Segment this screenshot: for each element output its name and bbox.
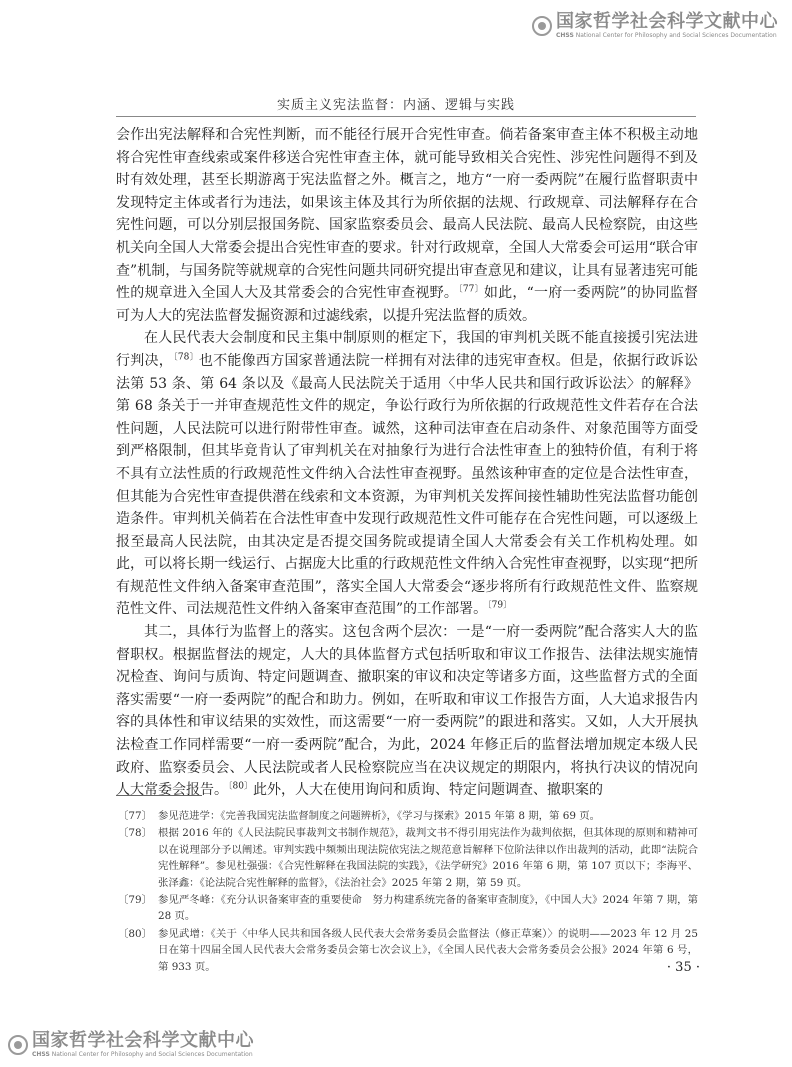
footnote-reference[interactable]: 〔78〕: [173, 352, 199, 363]
page-number: · 35 ·: [666, 960, 700, 975]
paragraph-text: 会作出宪法解释和合宪性判断，而不能径行展开合宪性审查。倘若备案审查主体不积极主动地将合宪性审查线索或案件移送合宪性审查主体，就可能导致相关合宪性、涉宪性问题得不到及时有效处理，甚至长期游离于宪法监督之外。概言之，地方“一府一委两院”在履行监督职责中发现特定主体或者行为违法，如果该主体及其行为所依据的法规、行政规章、司法解释存在合宪性问题，可以分别层报国务院、国家监察委员会、最高人民法院、最高人民检察院，由这些机关向全国人大常委会提出合宪性审查的要求。针对行政规章，全国人大常委会可运用“联合审查”机制，与国务院等就规章的合宪性问题共同研究提出审查意见和建议，让具有显著违宪可能性的规章进入全国人大及其常委会的合宪性审查视野。: [116, 127, 698, 302]
footnote-text: 参见严冬峰：《充分认识备案审查的重要使命 努力构建系统完备的备案审查制度》，《中国人大》2024 年第 7 期，第 28 页。: [158, 894, 698, 923]
footnote: [116, 926, 698, 975]
body-text: [116, 124, 698, 802]
paragraph: [116, 327, 698, 621]
footnote: [116, 892, 698, 925]
header-rule: [116, 116, 696, 117]
footnote: [116, 825, 698, 891]
watermark-subtitle: [32, 1051, 254, 1058]
footnote-number: 〔80〕: [118, 927, 153, 940]
paragraph-text: 其二，具体行为监督上的落实。这包含两个层次：一是“一府一委两院”配合落实人大的监督职权。根据监督法的规定，人大的具体监督方式包括听取和审议工作报告、法律法规实施情况检查、询问与质询、特定问题调查、撤职案的审议和决定等诸多方面，这些监督方式的全面落实需要“一府一委两院”的配合和助力。例如，在听取和审议工作报告方面，人大追求报告内容的具体性和审议结果的实效性，而这需要“一府一委两院”的跟进和落实。又如，人大开展执法检查工作同样需要“一府一委两院”配合，为此，2024 年修正后的监督法增加规定本级人民政府、监察委员会、人民法院或者人民检察院应当在决议规定的期限内，将执行决议的情况向人大常委会报告。: [116, 624, 698, 799]
paragraph-text: 也不能像西方国家普通法院一样拥有对法律的违宪审查权。但是，依据行政诉讼法第 53 条、第 64 条以及《最高人民法院关于适用〈中华人民共和国行政诉讼法〉的解释》第 68 条关于一并审查规范性文件的规定，争讼行政行为所依据的行政规范性文件若存在合法性问题，人民法院可以进行附带性审查。诚然，这种司法审查在启动条件、对象范围等方面受到严格限制，但其毕竟肯认了审判机关在对抽象行为进行合法性审查上的独特价值，有利于将不具有立法性质的行政规范性文件纳入合法性审查视野。虽然该种审查的定位是合法性审查，但其能为合宪性审查提供潜在线索和文本资源，为审判机关发挥间接性辅助性宪法监督功能创造条件。审判机关倘若在合法性审查中发现行政规范性文件可能存在合宪性问题，可以逐级上报至最高人民法院，由其决定是否提交国务院或提请全国人大常委会有关工作机构处理。如此，可以将长期一线运行、占据庞大比重的行政规范性文件纳入合宪性审查视野，以实现“把所有规范性文件纳入备案审查范围”，落实全国人大常委会“逐步将所有行政规范性文件、监察规范性文件、司法规范性文件纳入备案审查范围”的工作部署。: [116, 352, 699, 618]
footnote-text: 参见范进学：《完善我国宪法监督制度之问题辨析》，《学习与探索》2015 年第 8 期，第 69 页。: [158, 810, 601, 822]
footnote-reference[interactable]: 〔79〕: [487, 600, 513, 611]
paragraph: [116, 124, 698, 327]
footnote-text: 根据 2016 年的《人民法院民事裁判文书制作规范》，裁判文书不得引用宪法作为裁判依据，但其体现的原则和精神可以在说理部分予以阐述。审判实践中频频出现法院依宪法之规范意旨解释下位阶法律以作出裁判的活动，此即“法院合宪性解释”。参见杜强强：《合宪性解释在我国法院的实践》，《法学研究》2016 年第 6 期，第 107 页以下；李海平、张泽鑫：《论法院合宪性解释的监督》，《法治社会》2025 年第 2 期，第 59 页。: [158, 827, 698, 889]
watermark-title: 国家哲学社会科学文献中心: [32, 1030, 254, 1051]
footnote-text: 参见武增：《关于〈中华人民共和国各级人民代表大会常务委员会监督法（修正草案）〉的说明——2023 年 12 月 25 日在第十四届全国人民代表大会常务委员会第七次会议上》，《全国人民代表大会常务委员会公报》2024 年第 6 号，第 933 页。: [158, 927, 698, 973]
watermark-abbr: CHSS: [32, 1051, 50, 1058]
footnote-reference[interactable]: 〔80〕: [228, 781, 253, 792]
footnote: [116, 808, 698, 824]
footnote-reference[interactable]: 〔77〕: [458, 284, 484, 295]
watermark-top: [532, 12, 778, 39]
running-head: 实质主义宪法监督：内涵、逻辑与实践: [276, 98, 515, 113]
watermark-abbr: CHSS: [556, 32, 574, 39]
watermark-subtitle: [556, 32, 778, 39]
footnote-rule: [116, 795, 202, 796]
paragraph-text: 此外，人大在使用询问和质询、特定问题调查、撤职案的: [252, 782, 603, 799]
footnotes: [116, 808, 698, 976]
watermark-english: National Center for Philosophy and Social Sciences Documentation: [51, 1051, 253, 1058]
watermark-bottom: [8, 1031, 254, 1058]
paragraph-text: 在人民代表大会制度和民主集中制原则的框定下，我国的审判机关既不能直接援引宪法进行判决，: [116, 330, 698, 369]
paragraph-text: 如此，“一府一委两院”的协同监督可为人大的宪法监督发掘资源和过滤线索，以提升宪法监督的质效。: [116, 285, 698, 324]
paragraph: [116, 621, 698, 802]
watermark-title: 国家哲学社会科学文献中心: [556, 11, 778, 32]
footnote-number: 〔79〕: [118, 894, 153, 907]
watermark-logo-icon: [8, 1035, 28, 1055]
watermark-english: National Center for Philosophy and Social Sciences Documentation: [575, 32, 777, 39]
footnote-number: 〔78〕: [118, 827, 153, 840]
watermark-logo-icon: [532, 16, 552, 36]
footnote-number: 〔77〕: [118, 810, 153, 822]
